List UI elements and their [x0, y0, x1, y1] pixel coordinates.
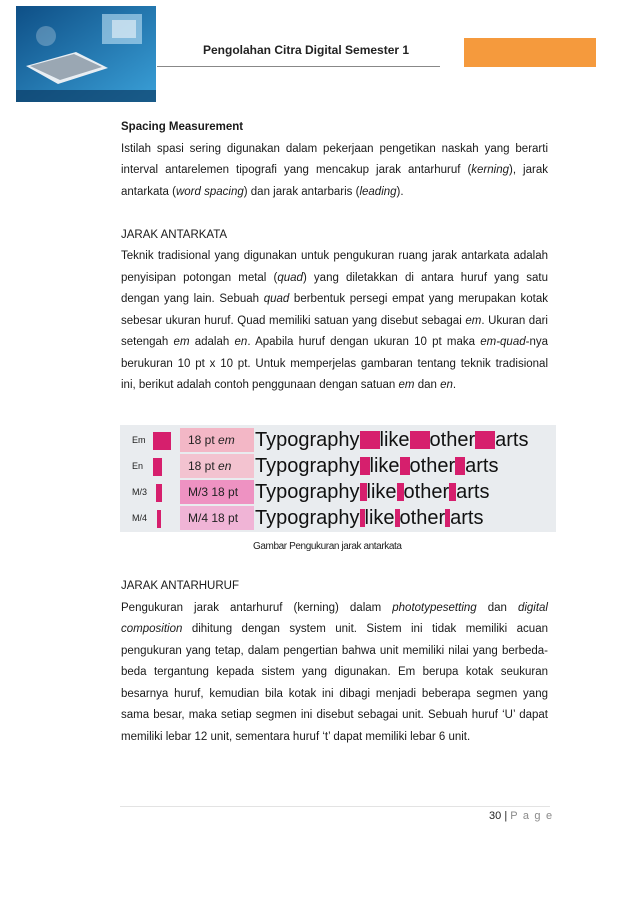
section-heading-spacing: Spacing Measurement	[121, 121, 244, 133]
italic-term: em	[465, 314, 482, 327]
footer-rule	[120, 806, 550, 807]
text-run: ) yang diletakkan di antara huruf yang satu dengan yang lain. Sebuah	[121, 271, 548, 305]
figure-sample-text: Typography like other arts	[255, 507, 484, 529]
space-marker	[475, 431, 495, 449]
section-heading-antarhuruf: JARAK ANTARHURUF	[121, 580, 239, 592]
text-run: ).	[396, 185, 404, 198]
page-number: 30	[489, 810, 502, 822]
text-run: dihitung dengan system unit. Sistem ini tidak memiliki acuan pengukuran yang tetap, dalam pengertian bahwa unit memiliki nilai yang berbeda-beda tergantung kepada sistem yang digunakan. Em berupa kotak seukuran besarnya huruf, kemudian bila kotak ini dibagi menjadi beberapa segmen yang sama besar, maka setiap segmen ini disebut sebagai unit. Sebuah huruf ‘U’ dapat memiliki lebar 12 unit, sementara huruf ‘t’ dapat memiliki lebar 6 unit.	[121, 623, 548, 743]
figure-sample-text: Typography like other arts	[255, 429, 529, 451]
text-run: adalah	[189, 336, 235, 348]
figure-row-label: En	[132, 461, 144, 471]
intro-paragraph	[121, 139, 548, 204]
italic-term: em	[173, 336, 190, 348]
m3-marker	[156, 484, 162, 502]
antarkata-paragraph	[121, 246, 548, 397]
italic-term: quad	[263, 293, 290, 305]
italic-term: en	[234, 336, 248, 348]
space-marker	[397, 483, 404, 501]
italic-term: leading	[359, 185, 397, 198]
figure-row-label: M/4	[132, 513, 148, 523]
m4-marker	[157, 510, 161, 528]
page-label: P a g e	[510, 810, 554, 822]
figure-row-en	[120, 454, 556, 478]
italic-term: em	[398, 379, 415, 391]
figure-row-label: M/3	[132, 487, 148, 497]
en-quad-marker	[153, 458, 162, 476]
page-footer	[489, 810, 553, 822]
figure-row-label: Em	[132, 435, 146, 445]
figure-sample-text: Typography like other arts	[255, 481, 490, 503]
text-run: berbentuk persegi empat yang merupakan kotak sebesar ukuran huruf. Quad memiliki satuan yang disebut sebagai	[121, 293, 548, 327]
space-marker	[410, 431, 430, 449]
main-content	[121, 117, 548, 397]
figure-size-label: M/4 18 pt	[180, 506, 254, 530]
figure-row-m4	[120, 506, 556, 530]
italic-term: phototypesetting	[392, 601, 477, 614]
space-marker	[360, 483, 367, 501]
text-run: .	[452, 379, 457, 391]
space-marker	[455, 457, 465, 475]
figure-size-label: 18 pt en	[180, 454, 254, 478]
figure-row-em	[120, 428, 556, 452]
text-run: . Apabila huruf dengan ukuran 10 pt maka	[247, 336, 481, 348]
word-spacing-figure	[120, 425, 556, 532]
em-quad-marker	[153, 432, 171, 450]
italic-term: kerning	[471, 164, 509, 176]
antarhuruf-paragraph	[121, 598, 548, 749]
space-marker	[360, 431, 380, 449]
text-run: ) dan jarak antarbaris (	[243, 185, 360, 198]
italic-term: quad	[277, 271, 303, 284]
figure-row-m3	[120, 480, 556, 504]
page-separator: |	[504, 810, 508, 822]
figure-sample-text: Typography like other arts	[255, 455, 499, 477]
italic-term: en	[440, 379, 453, 391]
text-run: Teknik tradisional yang digunakan untuk pengukuran ruang jarak antarkata adalah penyisipan potongan metal (	[121, 250, 548, 284]
header-logo-image	[16, 6, 156, 102]
header-rule	[157, 66, 440, 67]
italic-term: word spacing	[175, 185, 244, 198]
antarhuruf-section	[121, 576, 548, 748]
text-run: dan	[476, 601, 518, 614]
text-run: Pengukuran jarak antarhuruf (kerning) dalam	[121, 601, 393, 614]
space-marker	[400, 457, 410, 475]
text-run: Istilah spasi sering digunakan dalam pekerjaan pengetikan naskah yang berarti interval antarelemen tipografi yang mencakup jarak antarhuruf (	[121, 142, 548, 176]
section-heading-antarkata: JARAK ANTARKATA	[121, 228, 228, 241]
italic-term: em-quad	[480, 336, 526, 348]
figure-caption: Gambar Pengukuran jarak antarkata	[253, 541, 402, 552]
space-marker	[360, 457, 370, 475]
header-title: Pengolahan Citra Digital Semester 1	[203, 43, 410, 57]
figure-size-label: M/3 18 pt	[180, 480, 254, 504]
italic-term: digital composition	[121, 601, 548, 635]
text-run: dan	[414, 379, 441, 391]
text-run: ), jarak antarkata (	[121, 164, 548, 198]
figure-size-label: 18 pt em	[180, 428, 254, 452]
header-orange-bar	[464, 38, 596, 67]
text-run: . Ukuran dari setengah	[121, 314, 548, 348]
text-run: -nya berukuran 10 pt x 10 pt. Untuk memperjelas gambaran tentang teknik tradisional ini, berikut adalah contoh penggunaan dengan satuan	[121, 336, 548, 391]
